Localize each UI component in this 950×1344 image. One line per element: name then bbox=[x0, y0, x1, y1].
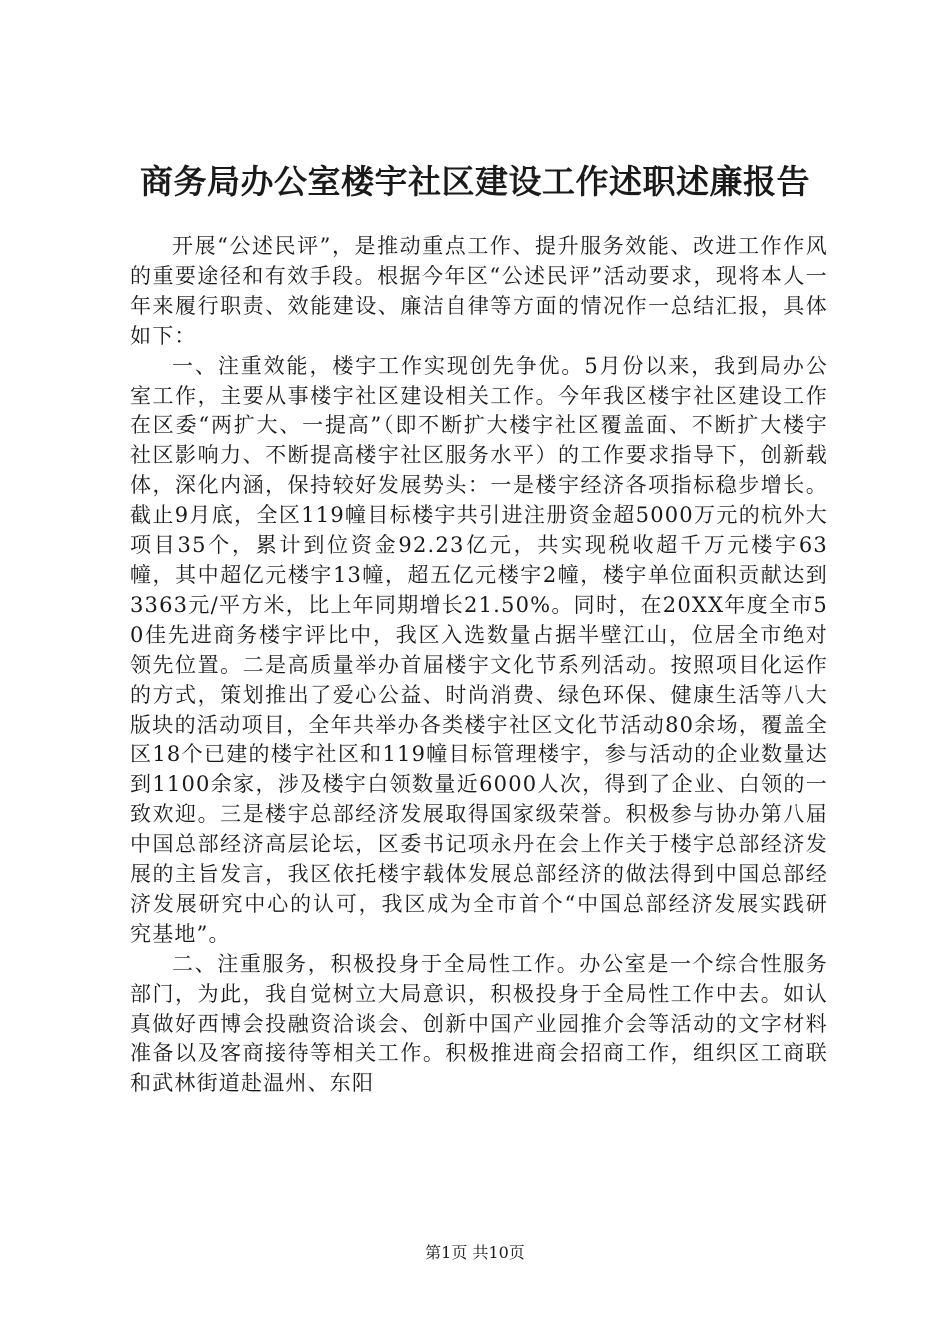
document-title: 商务局办公室楼宇社区建设工作述职述廉报告 bbox=[140, 162, 810, 201]
document-body bbox=[130, 232, 828, 1099]
paragraph-section-one: 一、注重效能，楼宇工作实现创先争优。5月份以来，我到局办公室工作，主要从事楼宇社区建设相关工作。今年我区楼宇社区建设工作在区委“两扩大、一提高”（即不断扩大楼宇社区覆盖面、不断扩大楼宇社区影响力、不断提高楼宇社区服务水平）的工作要求指导下，创新载体，深化内涵，保持较好发展势头：一是楼宇经济各项指标稳步增长。截止9月底，全区119幢目标楼宇共引进注册资金超5000万元的杭外大项目35个，累计到位资金92.23亿元，共实现税收超千万元楼宇63幢，其中超亿元楼宇13幢，超五亿元楼宇2幢，楼宇单位面积贡献达到3363元/平方米，比上年同期增长21.50%。同时，在20XX年度全市50佳先进商务楼宇评比中，我区入选数量占据半壁江山，位居全市绝对领先位置。二是高质量举办首届楼宇文化节系列活动。按照项目化运作的方式，策划推出了爱心公益、时尚消费、绿色环保、健康生活等八大版块的活动项目，全年共举办各类楼宇社区文化节活动80余场，覆盖全区18个已建的楼宇社区和119幢目标管理楼宇，参与活动的企业数量达到1100余家，涉及楼宇白领数量近6000人次，得到了企业、白领的一致欢迎。三是楼宇总部经济发展取得国家级荣誉。积极参与协办第八届中国总部经济高层论坛，区委书记项永丹在会上作关于楼宇总部经济发展的主旨发言，我区依托楼宇载体发展总部经济的做法得到中国总部经济发展研究中心的认可，我区成为全市首个“中国总部经济发展实践研究基地”。 bbox=[130, 353, 828, 946]
paragraph-intro: 开展“公述民评”，是推动重点工作、提升服务效能、改进工作作风的重要途径和有效手段。根据今年区“公述民评”活动要求，现将本人一年来履行职责、效能建设、廉洁自律等方面的情况作一总结汇报，具体如下： bbox=[130, 234, 828, 348]
paragraph-section-two: 二、注重服务，积极投身于全局性工作。办公室是一个综合性服务部门，为此，我自觉树立大局意识，积极投身于全局性工作中去。如认真做好西博会投融资洽谈会、创新中国产业园推介会等活动的文字材料准备以及客商接待等相关工作。积极推进商会招商工作，组织区工商联和武林街道赴温州、东阳 bbox=[130, 951, 828, 1096]
page-number-footer: 第1页 共10页 bbox=[425, 1243, 525, 1262]
